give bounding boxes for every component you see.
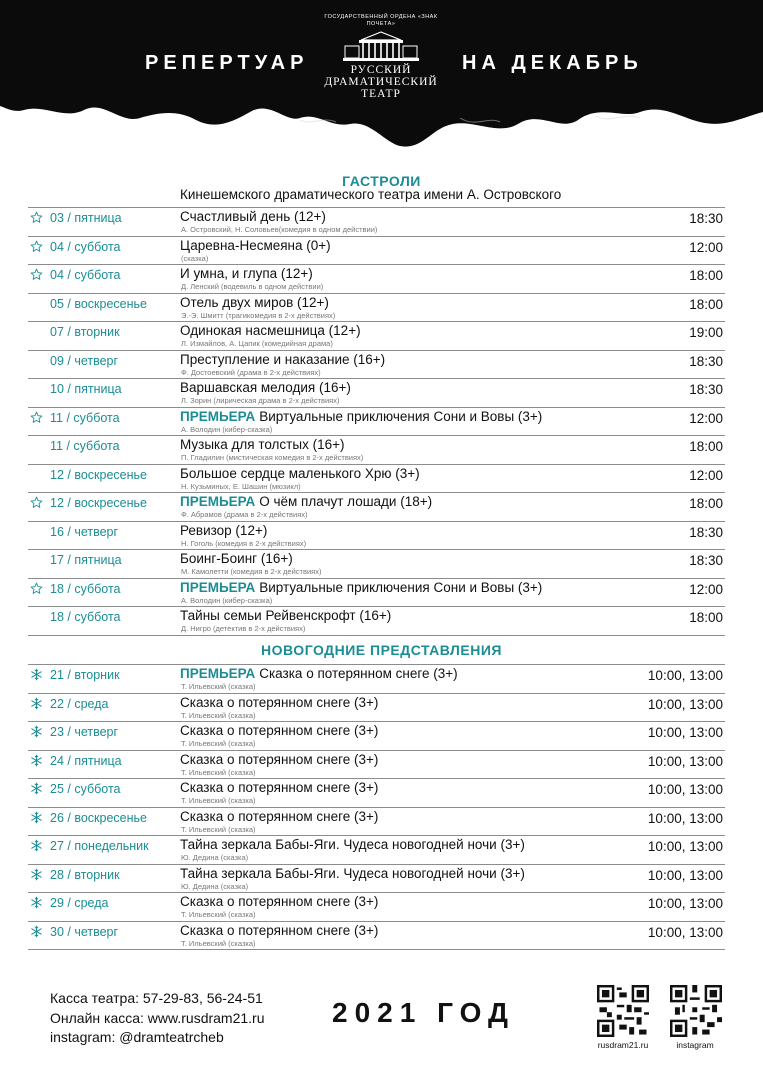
show-date: 18 / суббота [50,610,121,624]
box-office-phones: Касса театра: 57-29-83, 56-24-51 [50,990,263,1006]
show-time: 12:00 [689,467,723,483]
tour-row[interactable] [28,236,725,266]
snowflake-icon [30,668,43,681]
show-date: 26 / воскресенье [50,810,147,825]
show-title: Ревизор (12+) [180,522,268,538]
show-date: 30 / четверг [50,924,119,939]
tour-row[interactable] [28,321,725,351]
show-author-genre: Ю. Дедина (сказка) [181,853,249,862]
show-title: Тайна зеркала Бабы-Яги. Чудеса новогодней ночи (3+) [180,837,525,852]
show-time: 18:00 [689,296,723,312]
show-title-line [180,752,378,767]
snowflake-icon [30,697,43,710]
tour-row[interactable] [28,435,725,465]
show-date: 11 / суббота [50,410,120,425]
show-time: 10:00, 13:00 [647,867,723,883]
instagram-qr-code[interactable] [670,985,722,1037]
online-box-office[interactable]: Онлайн касса: www.rusdram21.ru [50,1009,265,1026]
show-date: 21 / вторник [50,668,120,682]
newyear-bottom-rule [28,949,725,950]
show-date: 03 / пятница [50,211,122,225]
show-author-genre: Ф. Абрамов (драма в 2-х действиях) [181,510,308,519]
show-time: 10:00, 13:00 [647,924,723,940]
instagram-qr-caption: instagram [676,1040,714,1050]
show-author-genre: Т. Ильевский (сказка) [181,739,256,748]
show-title-line [180,580,542,595]
show-time: 18:30 [689,382,723,397]
show-title: Счастливый день (12+) [180,209,326,224]
show-date: 04 / суббота [50,268,121,282]
show-title: Отель двух миров (12+) [180,294,329,310]
show-time: 18:30 [689,524,723,540]
show-author-genre: Д. Нигро (детектив в 2-х действиях) [181,624,306,633]
show-time: 18:00 [689,496,723,511]
newyear-row[interactable] [28,693,725,723]
show-title-line [180,923,378,938]
tour-row[interactable] [28,378,725,408]
show-title: Сказка о потерянном снеге (3+) [259,666,458,681]
show-author-genre: Л. Измайлов, А. Цапик (комедийная драма) [181,339,333,348]
show-date: 09 / четверг [50,353,119,368]
show-title: О чём плачут лошади (18+) [259,494,433,509]
snowflake-icon [30,925,43,938]
newyear-row[interactable] [28,750,725,780]
show-time: 12:00 [689,581,723,597]
show-title-line [180,780,378,795]
show-date: 22 / среда [50,696,109,711]
show-author-genre: (сказка) [181,253,209,263]
show-title: Тайна зеркала Бабы-Яги. Чудеса новогодней ночи (3+) [180,865,525,881]
show-title-line [180,723,378,738]
show-date: 05 / воскресенье [50,296,147,311]
show-title-line [180,866,525,881]
tour-row[interactable] [28,350,725,380]
snowflake-icon [30,725,43,738]
show-time: 18:00 [689,268,723,283]
website-qr-code[interactable] [597,985,649,1037]
show-author-genre: Т. Ильевский (сказка) [181,910,256,919]
show-title-line [180,266,313,281]
snowflake-icon [30,896,43,909]
show-date: 29 / среда [50,896,109,910]
show-title: Боинг-Боинг (16+) [180,551,293,566]
show-author-genre: Т. Ильевский (сказка) [181,682,256,691]
show-author-genre: Т. Ильевский (сказка) [181,938,256,948]
show-time: 10:00, 13:00 [647,753,723,769]
logo-line-3: ТЕАТР [361,88,401,100]
show-time: 10:00, 13:00 [647,810,723,826]
tour-row[interactable] [28,464,725,494]
snowflake-icon [30,754,43,767]
show-title-line [180,494,432,509]
logo-top-text: ГОСУДАРСТВЕННЫЙ ОРДЕНА «ЗНАК ПОЧЕТА» [324,14,438,27]
show-title: Виртуальные приключения Сони и Вовы (3+) [259,579,543,595]
show-date: 07 / вторник [50,325,120,339]
show-author-genre: Д. Ленский (водевиль в одном действии) [181,282,324,291]
show-time: 10:00, 13:00 [647,696,723,712]
show-date: 24 / пятница [50,753,122,768]
show-title-line [180,608,391,623]
show-title: Большое сердце маленького Хрю (3+) [180,465,420,481]
tour-section-title: ГАСТРОЛИ [342,173,421,189]
show-title: Преступление и наказание (16+) [180,351,386,367]
tour-row[interactable] [28,492,725,522]
show-time: 18:00 [689,610,723,625]
show-date: 27 / понедельник [50,839,149,853]
show-date: 18 / суббота [50,581,121,596]
show-title-line [180,466,420,481]
show-title: Сказка о потерянном снеге (3+) [180,922,379,938]
tour-row[interactable] [28,264,725,294]
show-time: 10:00, 13:00 [647,896,723,911]
show-title-line [180,523,267,538]
tour-row[interactable] [28,293,725,323]
show-title: Сказка о потерянном снеге (3+) [180,808,379,824]
show-time: 18:30 [689,211,723,226]
header-title-right: НА ДЕКАБРЬ [462,52,643,74]
newyear-row[interactable] [28,892,725,922]
show-title-line [180,695,378,710]
show-title: Сказка о потерянном снеге (3+) [180,751,379,767]
show-time: 12:00 [689,410,723,426]
premiere-label: ПРЕМЬЕРА [180,494,256,509]
newyear-row[interactable] [28,664,725,694]
show-author-genre: Т. Ильевский (сказка) [181,767,256,777]
newyear-row[interactable] [28,778,725,808]
show-title-line [180,437,344,452]
show-author-genre: А. Володин (кибер-сказка) [181,424,273,434]
show-author-genre: Ф. Достоевский (драма в 2-х действиях) [181,367,321,377]
show-title-line [180,380,351,395]
header-banner [0,0,763,150]
show-title-line [180,409,542,424]
show-title: Музыка для толстых (16+) [180,437,345,452]
website-qr-caption: rusdram21.ru [597,1040,649,1050]
show-title: Тайны семьи Рейвенскрофт (16+) [180,608,392,623]
star-icon [30,268,43,281]
premiere-label: ПРЕМЬЕРА [180,666,256,681]
footer-year: 2021 ГОД [332,997,515,1028]
snowflake-icon [30,839,43,852]
star-icon [30,496,43,509]
tour-row[interactable] [28,578,725,608]
show-title: Одинокая насмешница (12+) [180,323,361,338]
snowflake-icon [30,782,43,795]
show-time: 18:00 [689,439,723,454]
show-time: 10:00, 13:00 [647,782,723,797]
show-author-genre: А. Володин (кибер-сказка) [181,595,273,605]
show-title-line [180,666,458,681]
logo-line-2: ДРАМАТИЧЕСКИЙ [324,76,438,88]
show-title: И умна, и глупа (12+) [180,266,313,281]
premiere-label: ПРЕМЬЕРА [180,408,256,424]
show-author-genre: Ю. Дедина (сказка) [181,881,249,891]
star-icon [30,411,43,424]
tour-row[interactable] [28,606,725,636]
show-title: Царевна-Несмеяна (0+) [180,237,331,253]
show-title-line [180,894,378,909]
header-title-left: РЕПЕРТУАР [145,52,309,74]
show-date: 17 / пятница [50,553,122,567]
tour-row[interactable] [28,521,725,551]
show-author-genre: П. Гладилин (мистическая комедия в 2-х действиях) [181,453,364,462]
show-title: Виртуальные приключения Сони и Вовы (3+) [259,408,543,424]
show-author-genre: Н. Кузьминых, Е. Шашин (мюзикл) [181,481,301,491]
show-author-genre: М. Камолетти (комедия в 2-х действиях) [181,567,322,576]
show-title: Сказка о потерянном снеге (3+) [180,894,379,909]
show-author-genre: Т. Ильевский (сказка) [181,710,256,720]
tour-bottom-rule [28,635,725,636]
show-time: 12:00 [689,239,723,255]
premiere-label: ПРЕМЬЕРА [180,579,256,595]
show-date: 11 / суббота [50,439,120,453]
star-icon [30,240,43,253]
star-icon [30,582,43,595]
snowflake-icon [30,811,43,824]
newyear-row[interactable] [28,721,725,751]
instagram-handle[interactable]: instagram: @dramteatrcheb [50,1029,224,1045]
newyear-section-title: НОВОГОДНИЕ ПРЕДСТАВЛЕНИЯ [261,642,502,658]
show-title-line [180,295,329,310]
tour-row[interactable] [28,207,725,237]
show-time: 18:30 [689,353,723,369]
newyear-row[interactable] [28,807,725,837]
show-author-genre: Т. Ильевский (сказка) [181,796,256,805]
star-icon [30,211,43,224]
theatre-logo [312,14,450,124]
show-date: 23 / четверг [50,725,119,739]
show-date: 04 / суббота [50,239,121,254]
show-title-line [180,352,385,367]
newyear-row[interactable] [28,835,725,865]
show-date: 12 / воскресенье [50,496,147,510]
snowflake-icon [30,868,43,881]
newyear-row[interactable] [28,864,725,894]
tour-row[interactable] [28,549,725,579]
show-time: 10:00, 13:00 [647,668,723,683]
theatre-building-icon [341,30,421,62]
show-title-line [180,837,525,852]
logo-line-1: РУССКИЙ [350,64,412,76]
footer-contacts [50,989,265,1048]
show-date: 28 / вторник [50,867,120,882]
show-date: 10 / пятница [50,382,122,396]
newyear-row[interactable] [28,921,725,951]
show-title: Сказка о потерянном снеге (3+) [180,723,379,738]
show-title-line [180,238,331,253]
show-title: Сказка о потерянном снеге (3+) [180,694,379,710]
show-author-genre: Э.-Э. Шмитт (трагикомедия в 2-х действиях) [181,310,336,320]
show-title-line [180,323,361,338]
show-time: 18:30 [689,553,723,568]
show-time: 10:00, 13:00 [647,839,723,854]
show-date: 25 / суббота [50,782,121,796]
show-title-line [180,809,378,824]
tour-row[interactable] [28,407,725,437]
show-time: 10:00, 13:00 [647,725,723,740]
show-title: Сказка о потерянном снеге (3+) [180,780,379,795]
show-author-genre: А. Островский, Н. Соловьев(комедия в одном действии) [181,225,378,234]
show-title-line [180,209,326,224]
show-title: Варшавская мелодия (16+) [180,380,351,395]
tour-section-subtitle: Кинешемского драматического театра имени А. Островского [180,187,562,202]
show-author-genre: Т. Ильевский (сказка) [181,824,256,834]
show-date: 12 / воскресенье [50,467,147,482]
show-date: 16 / четверг [50,524,119,539]
show-title-line [180,551,293,566]
show-time: 19:00 [689,325,723,340]
show-author-genre: Л. Зорин (лирическая драма в 2-х действиях) [181,396,340,405]
show-author-genre: Н. Гоголь (комедия в 2-х действиях) [181,538,307,548]
